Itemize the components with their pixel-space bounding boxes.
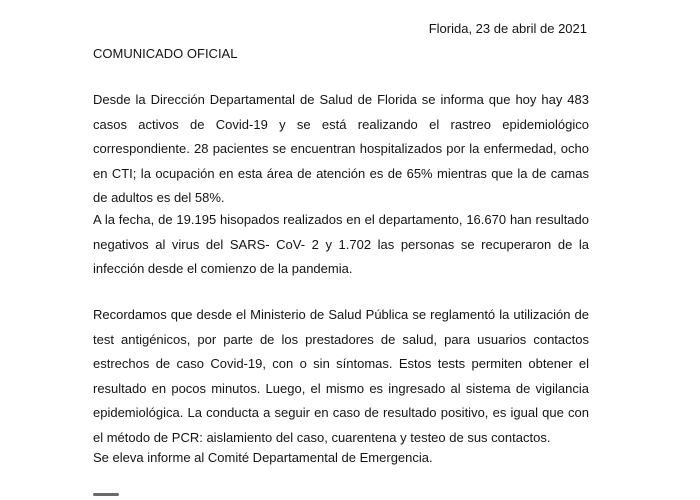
paragraph-cases: Desde la Dirección Departamental de Salud de Florida se informa que hoy hay 483 casos activos de Covid-19 y se está realizando el rastreo epidemiológico correspondiente. 28 pacientes se encuentran hospitalizados por la enfermedad, ocho en CTI; la ocupación en esta área de atención es de 65% mientras que la de camas de adultos es del 58%. (93, 92, 589, 205)
paragraph-tests: A la fecha, de 19.195 hisopados realizados en el departamento, 16.670 han resultado negativos al virus del SARS- CoV- 2 y 1.702 las personas se recuperaron de la infección desde el comienzo de la pandemia. (93, 212, 589, 276)
date-line: Florida, 23 de abril de 2021 (428, 21, 587, 36)
cut-off-text-fragment (93, 493, 119, 496)
document-title: COMUNICADO OFICIAL (93, 46, 238, 61)
closing-line: Se eleva informe al Comité Departamental de Emergencia. (93, 450, 433, 465)
paragraph-antigen-tests: Recordamos que desde el Ministerio de Salud Pública se reglamentó la utilización de test antigénicos, por parte de los prestadores de salud, para usuarios contactos estrechos de caso Covid-19, con o sin síntomas. Estos tests permiten obtener el resultado en pocos minutos. Luego, el mismo es ingresado al sistema de vigilancia epidemiológica. La conducta a seguir en caso de resultado positivo, es igual que con el método de PCR: aislamiento del caso, cuarentena y testeo de sus contactos. (93, 307, 589, 445)
